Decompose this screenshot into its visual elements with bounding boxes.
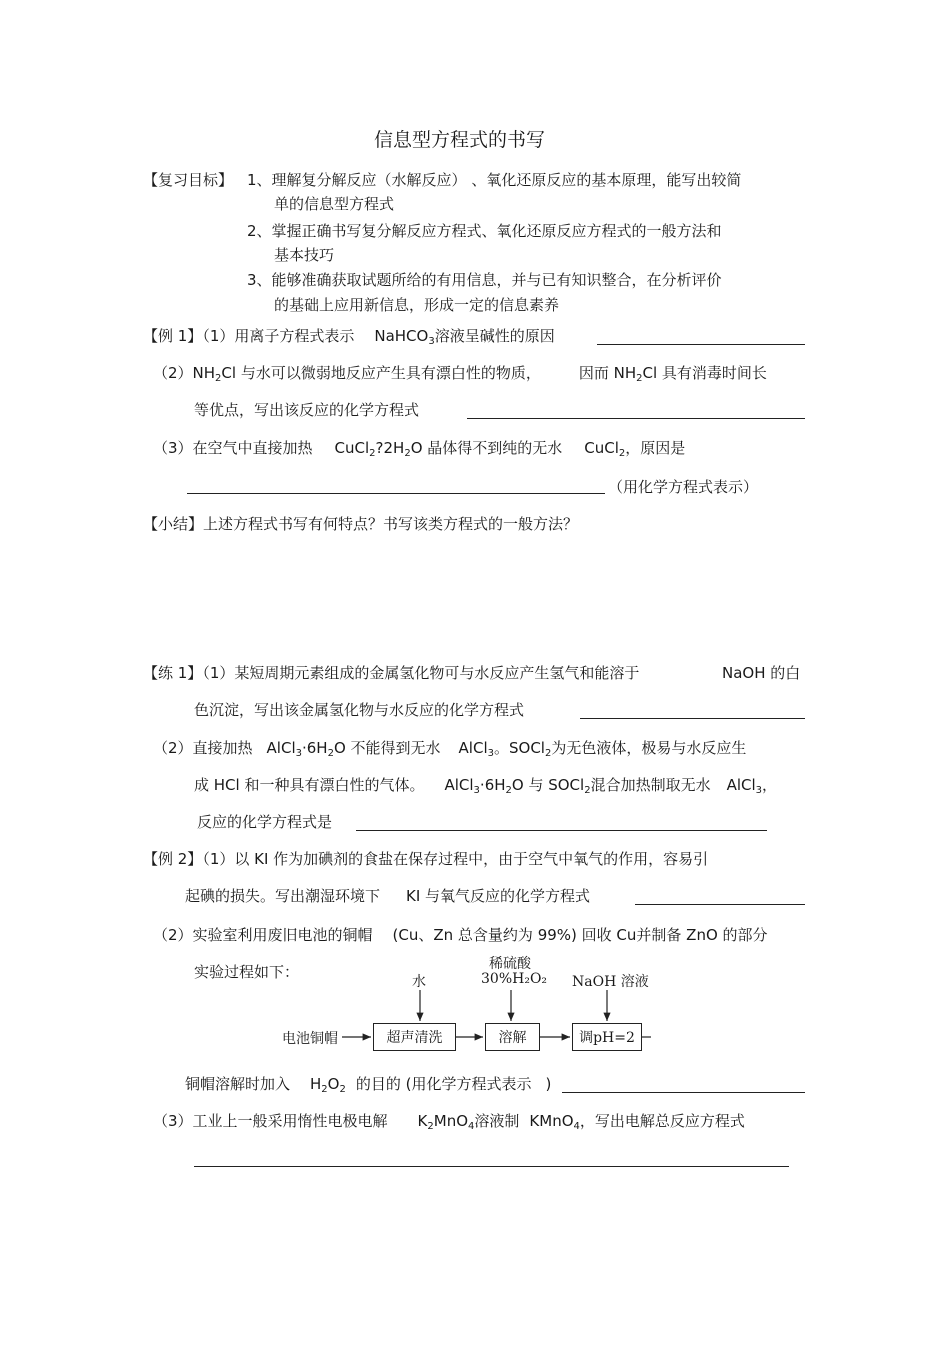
example-2-question-2-ask: 铜帽溶解时加入 $H_2O_2$ 的目的 (用化学方程式表示 ) bbox=[185, 1075, 552, 1095]
flow-input-h2o2: 30%H₂O₂ bbox=[481, 971, 548, 987]
example-1-question-2-cont: 等优点，写出该反应的化学方程式 bbox=[194, 401, 420, 419]
example-2-question-3: （3）工业上一般采用惰性电极电解 $K_2MnO_4$溶液制 KMnO$_4$，写出电解总反应方程式 bbox=[153, 1112, 745, 1132]
practice-1-question-1-end: NaOH 的白 bbox=[722, 664, 801, 682]
example-2-question-1: 【例 2】（1）以 KI 作为加碘剂的食盐在保存过程中，由于空气中氧气的作用，容易引 bbox=[143, 850, 709, 868]
example-1-question-3: （3）在空气中直接加热 $CuCl_2?2H_2O$ 晶体得不到纯的无水 CuCl$_2$，原因是 bbox=[153, 439, 686, 459]
goal-1-line-2: 单的信息型方程式 bbox=[274, 195, 395, 213]
goal-3-line-2: 的基础上应用新信息，形成一定的信息素养 bbox=[274, 296, 560, 314]
example-1-question-1: 【例 1】（1）用离子方程式表示 NaHCO$_3$溶液呈碱性的原因 bbox=[143, 327, 555, 347]
flow-box-ultrasonic-cleaning: 超声清洗 bbox=[373, 1023, 456, 1051]
summary-label: 【小结】 bbox=[143, 515, 204, 533]
practice-1-label: 【练 1】 bbox=[143, 664, 203, 682]
flow-box-adjust-ph: 调pH=2 bbox=[572, 1023, 642, 1051]
practice-1-question-1: 【练 1】（1）某短周期元素组成的金属氢化物可与水反应产生氢气和能溶于 bbox=[143, 664, 640, 682]
example-1-note: （用化学方程式表示） bbox=[608, 478, 759, 496]
goal-3-line-1: 3、能够准确获取试题所给的有用信息，并与已有知识整合，在分析评价 bbox=[247, 271, 722, 289]
flow-input-dilute-sulfuric-acid: 稀硫酸 bbox=[489, 956, 531, 972]
review-label: 【复习目标】 bbox=[143, 171, 234, 189]
example-2-question-1-cont: 起碘的损失。写出潮湿环境下 KI 与氧气反应的化学方程式 bbox=[185, 887, 591, 905]
flow-input-naoh-solution: NaOH 溶液 bbox=[572, 974, 649, 990]
summary: 【小结】上述方程式书写有何特点？书写该类方程式的一般方法？ bbox=[143, 515, 579, 533]
example-2-question-2: （2）实验室利用废旧电池的铜帽 (Cu、Zn 总含量约为 99%) 回收 Cu并制备 ZnO 的部分 bbox=[153, 926, 768, 944]
page-title: 信息型方程式的书写 bbox=[374, 129, 546, 151]
goal-2-line-2: 基本技巧 bbox=[274, 246, 335, 264]
flow-box-dissolve: 溶解 bbox=[485, 1023, 540, 1051]
example-2-label: 【例 2】 bbox=[143, 850, 203, 868]
goal-2-line-1: 2、掌握正确书写复分解反应方程式、氧化还原反应方程式的一般方法和 bbox=[247, 222, 722, 240]
flow-start-label: 电池铜帽 bbox=[282, 1031, 338, 1047]
example-2-question-2-cont: 实验过程如下： bbox=[194, 963, 300, 981]
practice-1-question-2-end: 反应的化学方程式是 bbox=[197, 813, 333, 831]
goal-1-line-1: 1、理解复分解反应（水解反应） 、氧化还原反应的基本原理，能写出较简 bbox=[247, 171, 742, 189]
flow-input-water: 水 bbox=[412, 974, 426, 990]
example-1-question-2: $(2)NH_2Cl$ 与水可以微弱地反应产生具有漂白性的物质， 因而 $NH_2Cl$ 具有消毒时间长 bbox=[153, 364, 767, 384]
answer-blank-ex2-3[interactable] bbox=[194, 1150, 789, 1167]
practice-1-question-2: （2）直接加热 $AlCl_3\cdot 6H_2O$ 不能得到无水 AlCl$_3$。SOCl$_2$为无色液体，极易与水反应生 bbox=[153, 739, 747, 759]
example-1-label: 【例 1】 bbox=[143, 327, 203, 345]
answer-blank-ex2-2[interactable] bbox=[562, 1076, 805, 1093]
practice-1-question-1-cont: 色沉淀，写出该金属氢化物与水反应的化学方程式 bbox=[194, 701, 525, 719]
practice-1-question-2-cont: 成 HCl 和一种具有漂白性的气体。 $AlCl_3\cdot 6H_2O$ 与 SOCl$_2$混合加热制取无水 AlCl$_3$， bbox=[194, 776, 778, 796]
